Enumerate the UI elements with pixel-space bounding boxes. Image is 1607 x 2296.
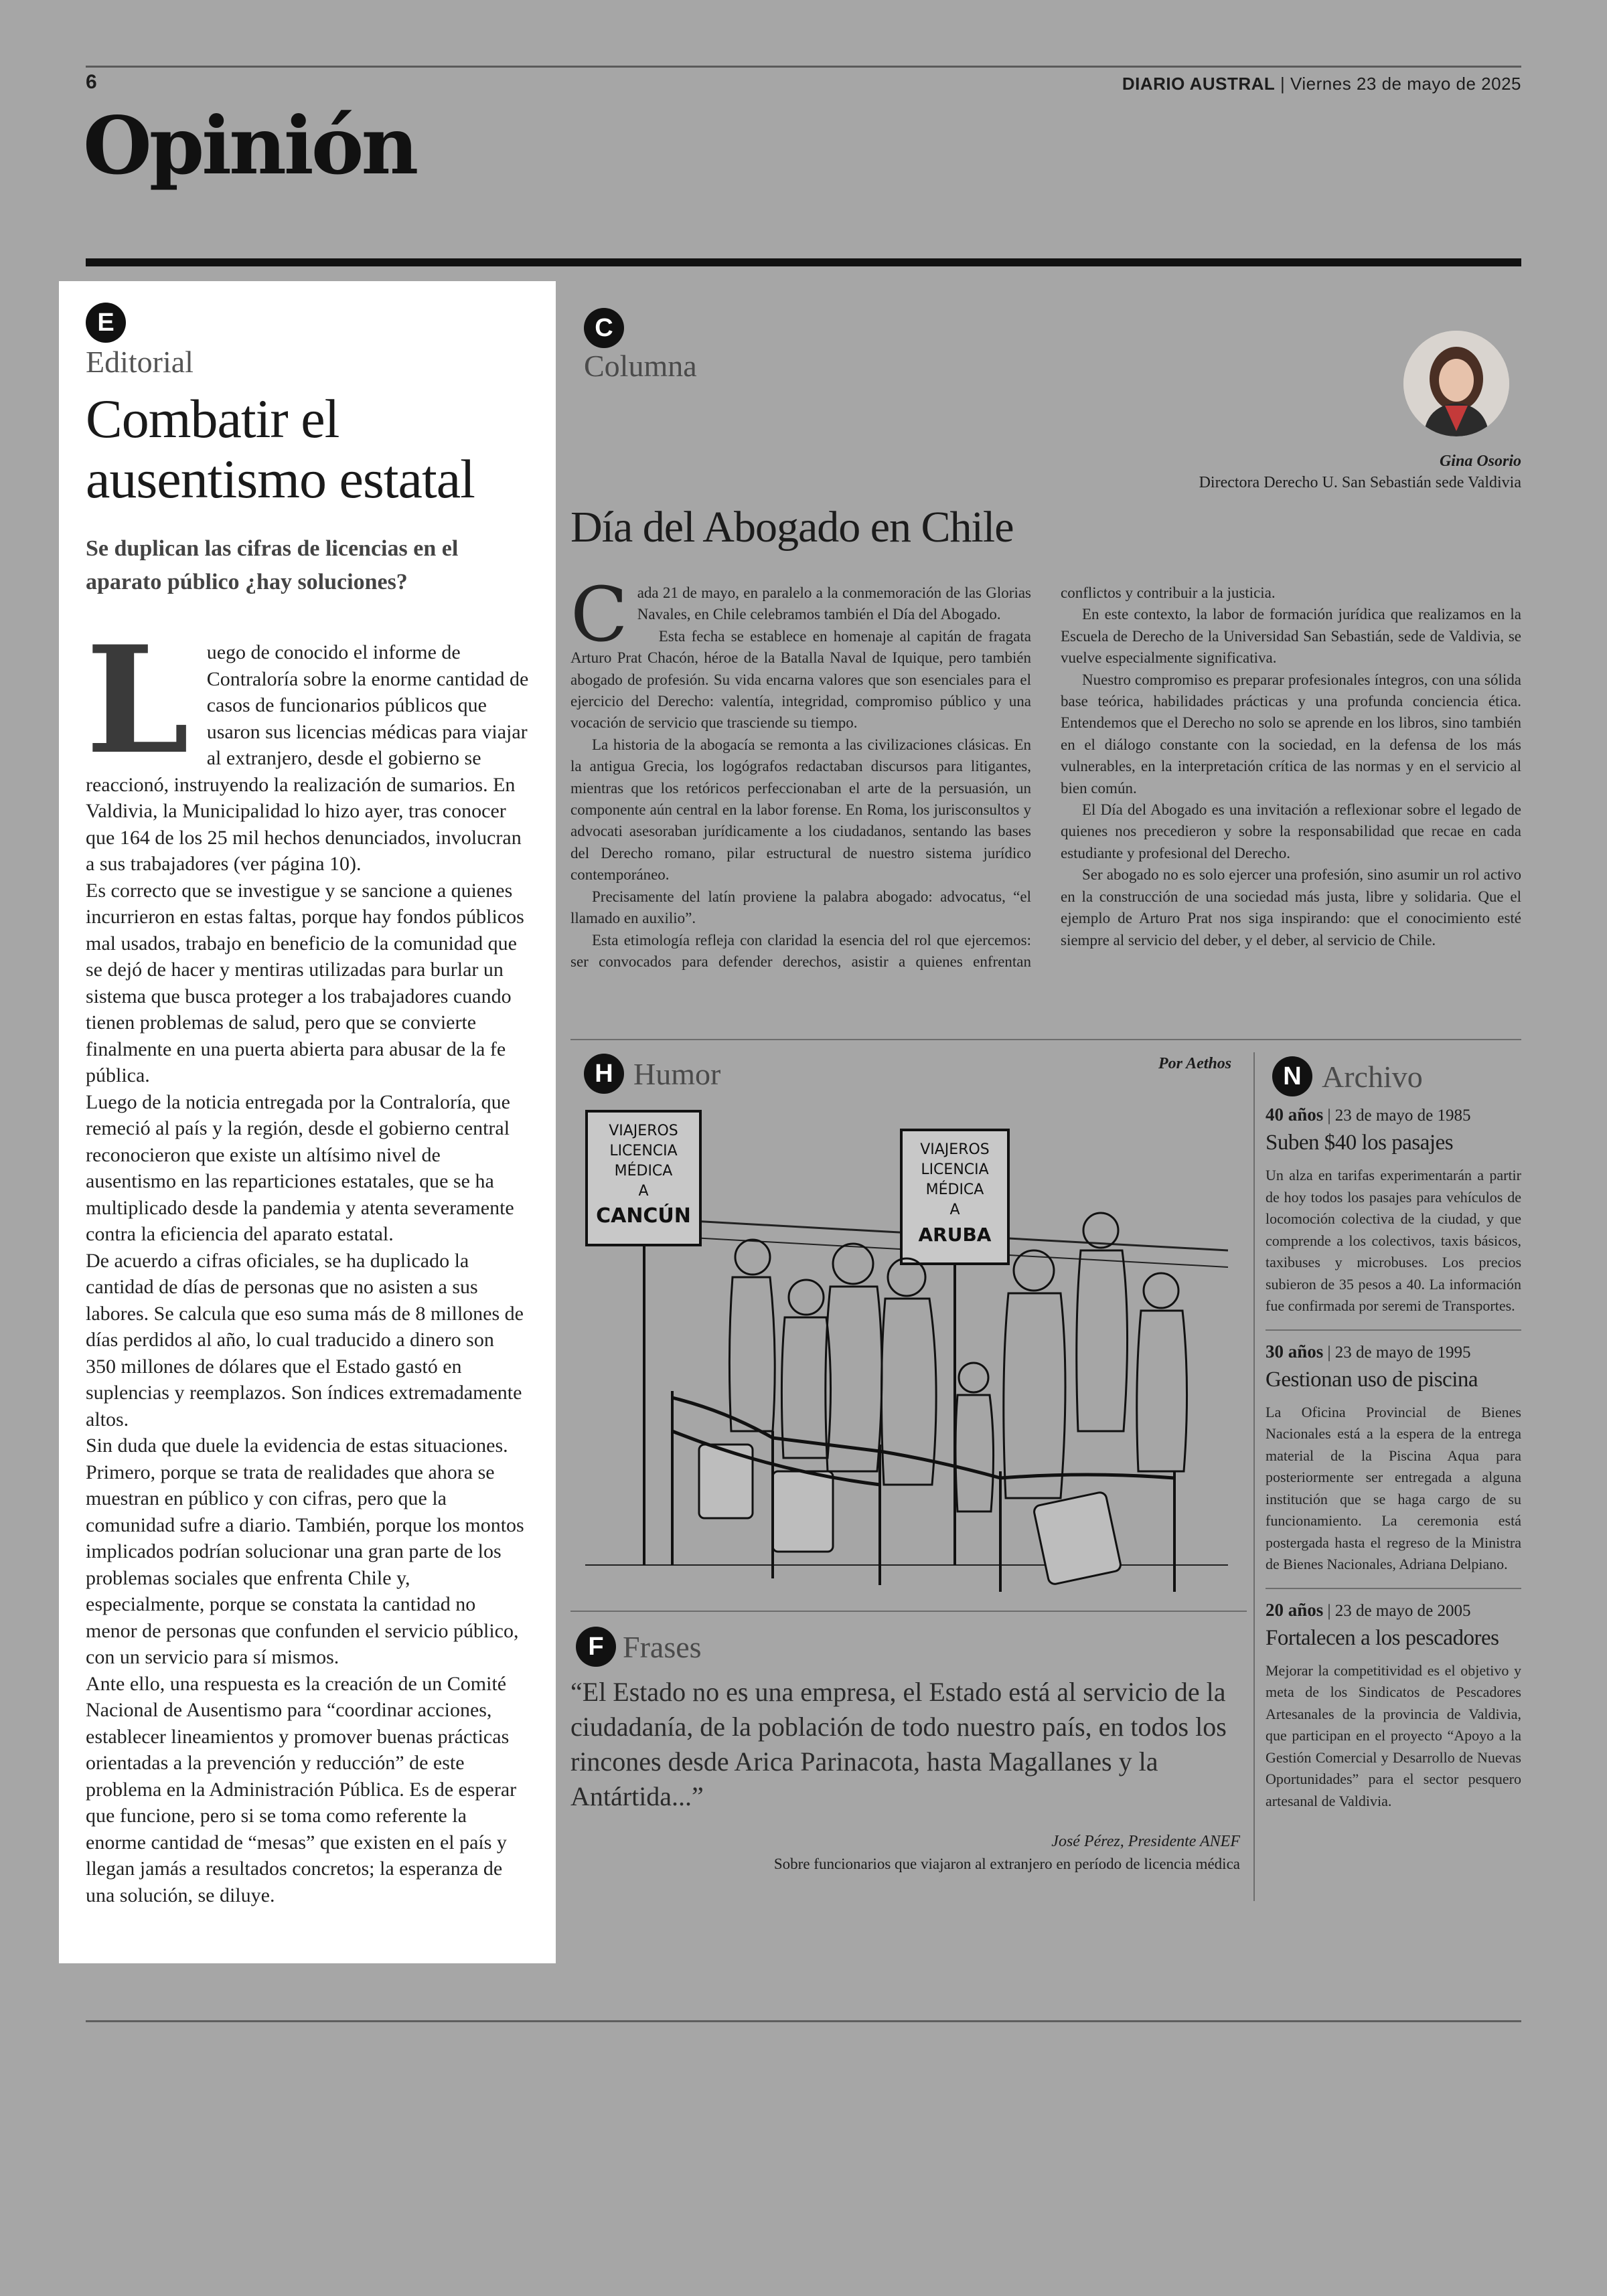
column-paragraph: Precisamente del latín proviene la palabra abogado: advocatus, “el llamado en auxilio”. [570,888,1031,927]
archive-item-title: Suben $40 los pasajes [1266,1131,1454,1155]
archive-item-title: Fortalecen a los pescadores [1266,1625,1499,1650]
humor-kicker: Humor [633,1056,721,1091]
paper-name: DIARIO AUSTRAL [1122,74,1276,94]
editorial-kicker: Editorial [86,345,194,379]
column-paragraph: Esta etimología refleja con claridad la esencia del rol que ejercemos: ser convocados para defender derechos, asistir a quienes enfrentan conflictos y contribuir a la justicia. [570,584,1276,970]
frases-context: Sobre funcionarios que viajaron al extranjero en período de licencia médica [773,1856,1240,1872]
humor-credit: Por Aethos [1158,1055,1232,1072]
archive-item [1266,1600,1521,1813]
sign-left-line: MÉDICA [614,1163,673,1179]
archive-item-date: 23 de mayo de 1985 [1334,1106,1471,1125]
editorial-paragraph: Luego de la noticia entregada por la Contraloría, que remeció al país y la región, desde el gobierno central reconocieron que existe un altísimo nivel de ausentismo en las reparticiones estatales, que se ha multiplicado desde la pandemia y atenta severamente contra la eficiencia del aparato estatal. [86,1090,514,1245]
column-author-name: Gina Osorio [1439,453,1521,470]
editorial-paragraph: Ante ello, una respuesta es la creación de un Comité Nacional de Ausentismo para “coordinar acciones, establecer lineamientos y promover buenas prácticas orientadas a la prevención y reducción” de este problema en la Administración Pública. Es de esperar que funcione, pero si se toma como referente la enorme cantidad de “mesas” que existen en el país y llegan jamás a resultados concretos; la esperanza de una solución, se diluye. [86,1672,517,1906]
column-dropcap: C [570,572,628,659]
editorial-paragraph: Luego de conocido el informe de Contraloría sobre la enorme cantidad de casos de funcionarios públicos que usaron sus licencias médicas para viajar al extranjero, desde el gobierno se reaccionó, instruyendo la realización de sumarios. En Valdivia, la Municipalidad lo hizo ayer, tras conocer que 164 de los 25 mil hechos denunciados, involucran a sus trabajadores (ver página 10). [86,613,529,875]
column-headline: Día del Abogado en Chile [570,503,1014,552]
archive-item-date-line: 20 años | 23 de mayo de 2005 [1266,1599,1471,1620]
section-divider [86,258,1521,266]
frases-badge-icon: F [576,1627,616,1667]
archive-kicker: Archivo [1322,1059,1423,1094]
archive-item-date-line: 40 años | 23 de mayo de 1985 [1266,1104,1471,1125]
column-paragraph: En este contexto, la labor de formación jurídica que realizamos en la Escuela de Derecho de la Universidad San Sebastián, sede de Valdivia, se vuelve especialmente significativa. [1061,606,1521,667]
archive-item-text: Un alza en tarifas experimentarán a partir de hoy todos los pasajes para vehículos de locomoción colectiva de la ciudad, y que comprende a los colectivos, taxis básicos, taxibuses y microbuses. Los precios subieron de 35 pesos a 40. La información fue confirmada por seremi de Transportes. [1266,1167,1521,1314]
archive-list [1266,1104,1521,1824]
archive-badge-icon: N [1272,1056,1312,1096]
sign-left-line: LICENCIA [609,1143,678,1159]
column-divider [570,1039,1521,1040]
column-paragraph: Esta fecha se establece en homenaje al capitán de fragata Arturo Prat Chacón, héroe de la Batalla Naval de Iquique, pero también abogado de profesión. Su vida encarna valores que son esenciales para el ejercicio del Derecho: valentía, integridad, compromiso público y una vocación de servicio que trasciende su tiempo. [570,627,1031,732]
editorial-badge-icon: E [86,303,126,343]
column-paragraph: Ser abogado no es solo ejercer una profesión, sino asumir un rol activo en la construcción de una sociedad más justa, libre y solidaria. Que el ejemplo de Arturo Prat nos siga inspirando: que el conocimiento esté siempre al servicio del deber, y el deber, al servicio de Chile. [1061,866,1521,949]
column-body [570,572,1521,973]
archive-item-years: 40 años [1266,1104,1324,1125]
editorial-paragraph: De acuerdo a cifras oficiales, se ha duplicado la cantidad de días de personas que no asisten a sus labores. Se calcula que eso suma más de 8 millones de días perdidos al año, lo cual traducido a dinero son 350 millones de dólares que el Estado gastó en suplencias y reemplazos. Son índices extremadamente altos. [86,1249,524,1430]
column-paragraph: El Día del Abogado es una invitación a reflexionar sobre el legado de quienes nos precedieron y sobre la responsabilidad que recae en cada estudiante y profesional del Derecho. [1061,801,1521,862]
page-bottom-rule [86,2020,1521,2022]
archive-item-date: 23 de mayo de 1995 [1334,1343,1471,1362]
author-avatar [1403,331,1509,436]
archive-item [1266,1341,1521,1576]
sign-left-line: CANCÚN [596,1204,691,1228]
column-badge-icon: C [584,308,624,348]
editorial-deck: Se duplican las cifras de licencias en el aparato público ¿hay soluciones? [86,536,459,594]
sign-right-line: A [949,1202,960,1218]
archive-item-text: La Oficina Provincial de Bienes Nacionales está a la espera de la entrega material de la Piscina Aqua para posteriormente ser entregada a alguna institución que se haga cargo de su funcionamiento. La ceremonia está postergada hasta el regreso de la Ministra de Bienes Nacionales, Adriana Delpiano. [1266,1403,1521,1572]
frases-header [576,1627,702,1667]
humor-divider [570,1611,1247,1612]
archive-item-years: 30 años [1266,1341,1324,1362]
frases-kicker: Frases [623,1629,702,1664]
archive-item-years: 20 años [1266,1599,1324,1620]
issue-date: Viernes 23 de mayo de 2025 [1290,74,1521,94]
editorial-panel [59,281,556,1963]
archive-item-divider [1266,1329,1521,1331]
humor-header [584,1054,720,1094]
column-paragraph: La historia de la abogacía se remonta a las civilizaciones clásicas. En la antigua Grecia, los logógrafos redactaban discursos para litigantes, mientras que los retóricos perfeccionaban el arte de la persuasión, un componente aún central en la labor forense. En Roma, los jurisconsultos y advocati asesoraban jurídicamente a los ciudadanos, sentando las bases del Derecho romano, pilar estructural de nuestro sistema jurídico contemporáneo. [570,736,1031,884]
page-number: 6 [86,71,97,93]
column-kicker: Columna [584,349,697,383]
archive-item [1266,1104,1521,1317]
sign-left-line: A [638,1183,649,1200]
archive-item-date: 23 de mayo de 2005 [1334,1601,1471,1620]
sign-right-line: LICENCIA [921,1161,989,1178]
column-badge-wrap [584,308,624,348]
masthead-rule [86,66,1521,68]
archive-header [1272,1056,1423,1096]
editorial-headline: Combatir el ausentismo estatal [86,388,475,509]
sign-right-line: MÉDICA [925,1181,984,1198]
section-title: Opinión [83,99,416,192]
sign-right-line: ARUBA [918,1224,992,1246]
paper-info: DIARIO AUSTRAL | Viernes 23 de mayo de 2025 [1122,74,1521,94]
column-author-title: Directora Derecho U. San Sebastián sede Valdivia [1199,474,1521,491]
archive-item-date-line: 30 años | 23 de mayo de 1995 [1266,1341,1471,1362]
frases-quote: “El Estado no es una empresa, el Estado está al servicio de la ciudadanía, de la población de todo nuestro país, en todos los rincones desde Arica Parinacota, hasta Magallanes y la Antártida...” [570,1677,1227,1811]
frases-author: José Pérez, Presidente ANEF [1051,1833,1240,1850]
editorial-body [86,613,529,1908]
archive-item-title: Gestionan uso de piscina [1266,1367,1478,1392]
column-paragraph: Cada 21 de mayo, en paralelo a la conmemoración de las Glorias Navales, en Chile celebramos también el Día del Abogado. [570,572,1031,659]
humor-badge-icon: H [584,1054,624,1094]
sign-left-line: VIAJEROS [609,1123,678,1139]
column-paragraph: Nuestro compromiso es preparar profesionales íntegros, con una sólida base teórica, habilidades prácticas y una profunda conciencia ética. Entendemos que el Derecho no solo se aprende en los libros, sino también en el diálogo constante con la sociedad, en la defensa de los más vulnerables, en la interpretación crítica de las normas y en el servicio al bien común. [1061,671,1521,797]
editorial-paragraph: Sin duda que duele la evidencia de estas situaciones. Primero, porque se trata de realidades que ahora se muestran en público y con cifras, pero que la comunidad sufre a diario. También, porque los montos implicados podrían solucionar una gran parte de los problemas sociales que enfrenta Chile y, especialmente, porque se constata la cantidad no menor de personas que confunden el servicio público, con un servicio para sí mismos. [86,1434,524,1668]
editorial-dropcap: L [86,613,189,787]
cartoon-illustration [572,1096,1236,1605]
sign-right-line: VIAJEROS [920,1141,990,1158]
archive-item-text: Mejorar la competitividad es el objetivo y meta de los Sindicatos de Pescadores Artesanales de la provincia de Valdivia, que participan en el proyecto “Apoyo a la Gestión Comercial y Desarrollo de Nuevas Oportunidades” para el sector pesquero artesanal de Valdivia. [1266,1661,1521,1809]
archive-item-divider [1266,1588,1521,1589]
editorial-paragraph: Es correcto que se investigue y se sancione a quienes incurrieron en estas faltas, porque hay fondos públicos mal usados, trabajo en beneficio de la comunidad que se dejó de hacer y mentiras utilizadas para burlar un sistema que busca proteger a los trabajadores cuando tienen problemas de salud, pero que se convierte finalmente en una puerta abierta para abusar de la fe pública. [86,879,524,1086]
archive-divider [1253,1052,1255,1901]
